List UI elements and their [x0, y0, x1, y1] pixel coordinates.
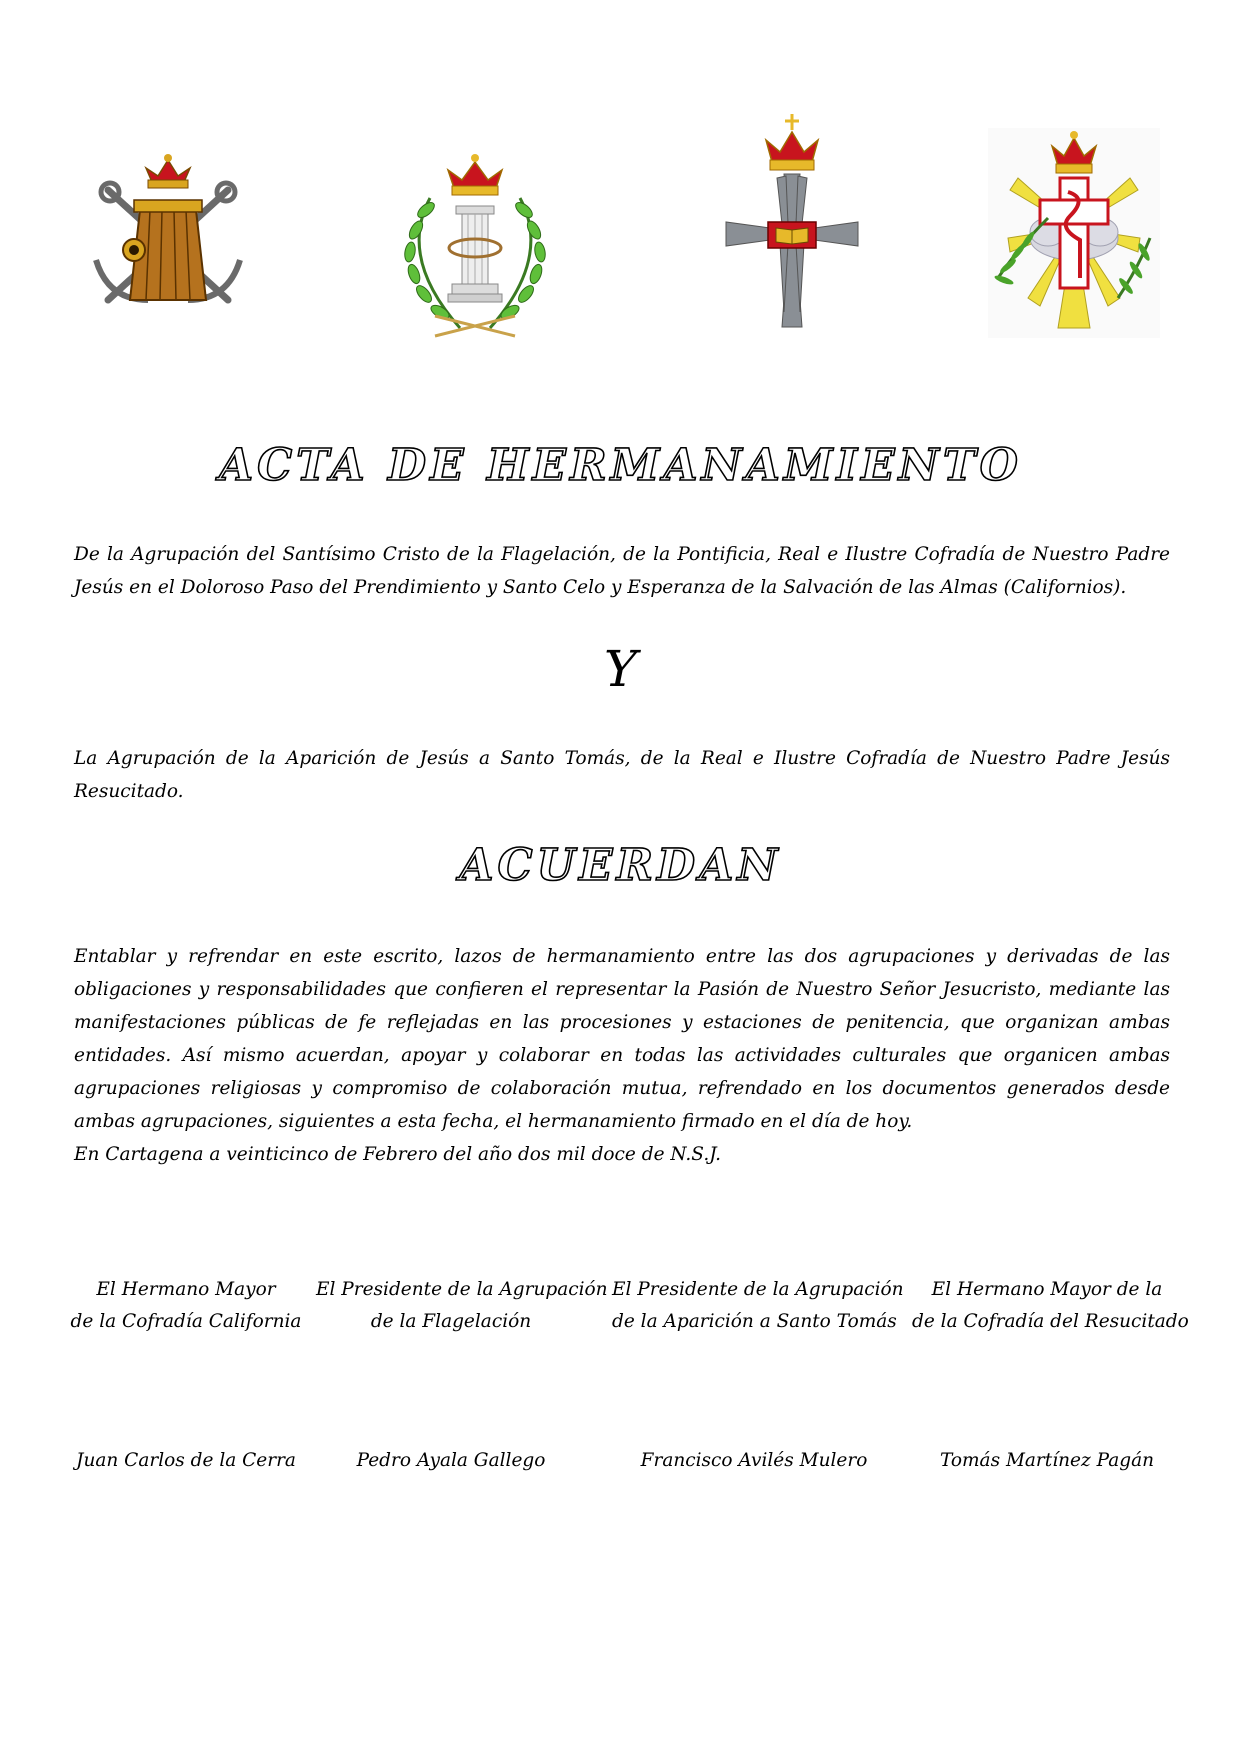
intro-paragraph: De la Agrupación del Santísimo Cristo de la Flagelación, de la Pontificia, Real e Ilustre Cofradía de Nuestro Padre Jesús en el Doloroso Paso del Prendimiento y Santo Celo y Esperanza de la Salvación de las Almas (Californios). [74, 544, 1170, 598]
signatory-name-1: Juan Carlos de la Cerra [76, 1450, 296, 1471]
signatory-role-4 [912, 1274, 1189, 1338]
signatory-role-3 [612, 1274, 904, 1338]
signatory-role-1 [68, 1274, 304, 1338]
signatory-role-line: El Hermano Mayor de la [931, 1279, 1163, 1300]
signatory-role-2 [316, 1274, 608, 1338]
signatory-role-line: El Presidente de la Agrupación [612, 1279, 904, 1300]
document-subtitle: ACUERDAN [459, 840, 782, 891]
signatory-role-line: de la Cofradía California [70, 1311, 302, 1332]
signatory-name-3: Francisco Avilés Mulero [640, 1450, 868, 1471]
signatory-role-line: de la Aparición a Santo Tomás [612, 1311, 897, 1332]
column-laurel-crown-icon [390, 148, 560, 343]
document-title: ACTA DE HERMANAMIENTO [219, 440, 1022, 491]
signatory-name-4: Tomás Martínez Pagán [939, 1450, 1155, 1471]
emblem-resucitado [988, 128, 1160, 338]
agreement-paragraph: Entablar y refrendar en este escrito, lazos de hermanamiento entre las dos agrupaciones y derivadas de las obligaciones y responsabilidades que confieren el representar la Pasión de Nuestro Señor Jesucristo, mediante las manifestaciones públicas de fe reflejadas en las procesiones y estaciones de penitencia, que organizan ambas entidades. Así mismo acuerdan, apoyar y colaborar en todas las actividades culturales que organicen ambas agrupaciones religiosas y compromiso de colaboración mutua, refrendado en los documentos generados desde ambas agrupaciones, siguientes a esta fecha, el hermanamiento firmado en el día de hoy. [74, 946, 1170, 1132]
place-date: En Cartagena a veinticinco de Febrero del año dos mil doce de N.S.J. [74, 1144, 722, 1165]
emblem-californios [88, 150, 248, 315]
emblem-flagelacion [390, 148, 560, 343]
second-paragraph: La Agrupación de la Aparición de Jesús a Santo Tomás, de la Real e Ilustre Cofradía de Nuestro Padre Jesús Resucitado. [74, 748, 1170, 802]
signatory-role-line: El Hermano Mayor [96, 1279, 276, 1300]
signatory-name-2: Pedro Ayala Gallego [356, 1450, 546, 1471]
anchors-column-crown-icon [88, 150, 248, 315]
emblem-santo-tomas [722, 112, 862, 337]
cross-rays-crown-icon [988, 128, 1160, 338]
conjunction: Y [603, 640, 637, 698]
signatory-role-line: El Presidente de la Agrupación [316, 1279, 608, 1300]
signatory-role-line: de la Cofradía del Resucitado [912, 1311, 1189, 1332]
cross-book-crown-icon [722, 112, 862, 337]
signatory-role-line: de la Flagelación [370, 1311, 532, 1332]
